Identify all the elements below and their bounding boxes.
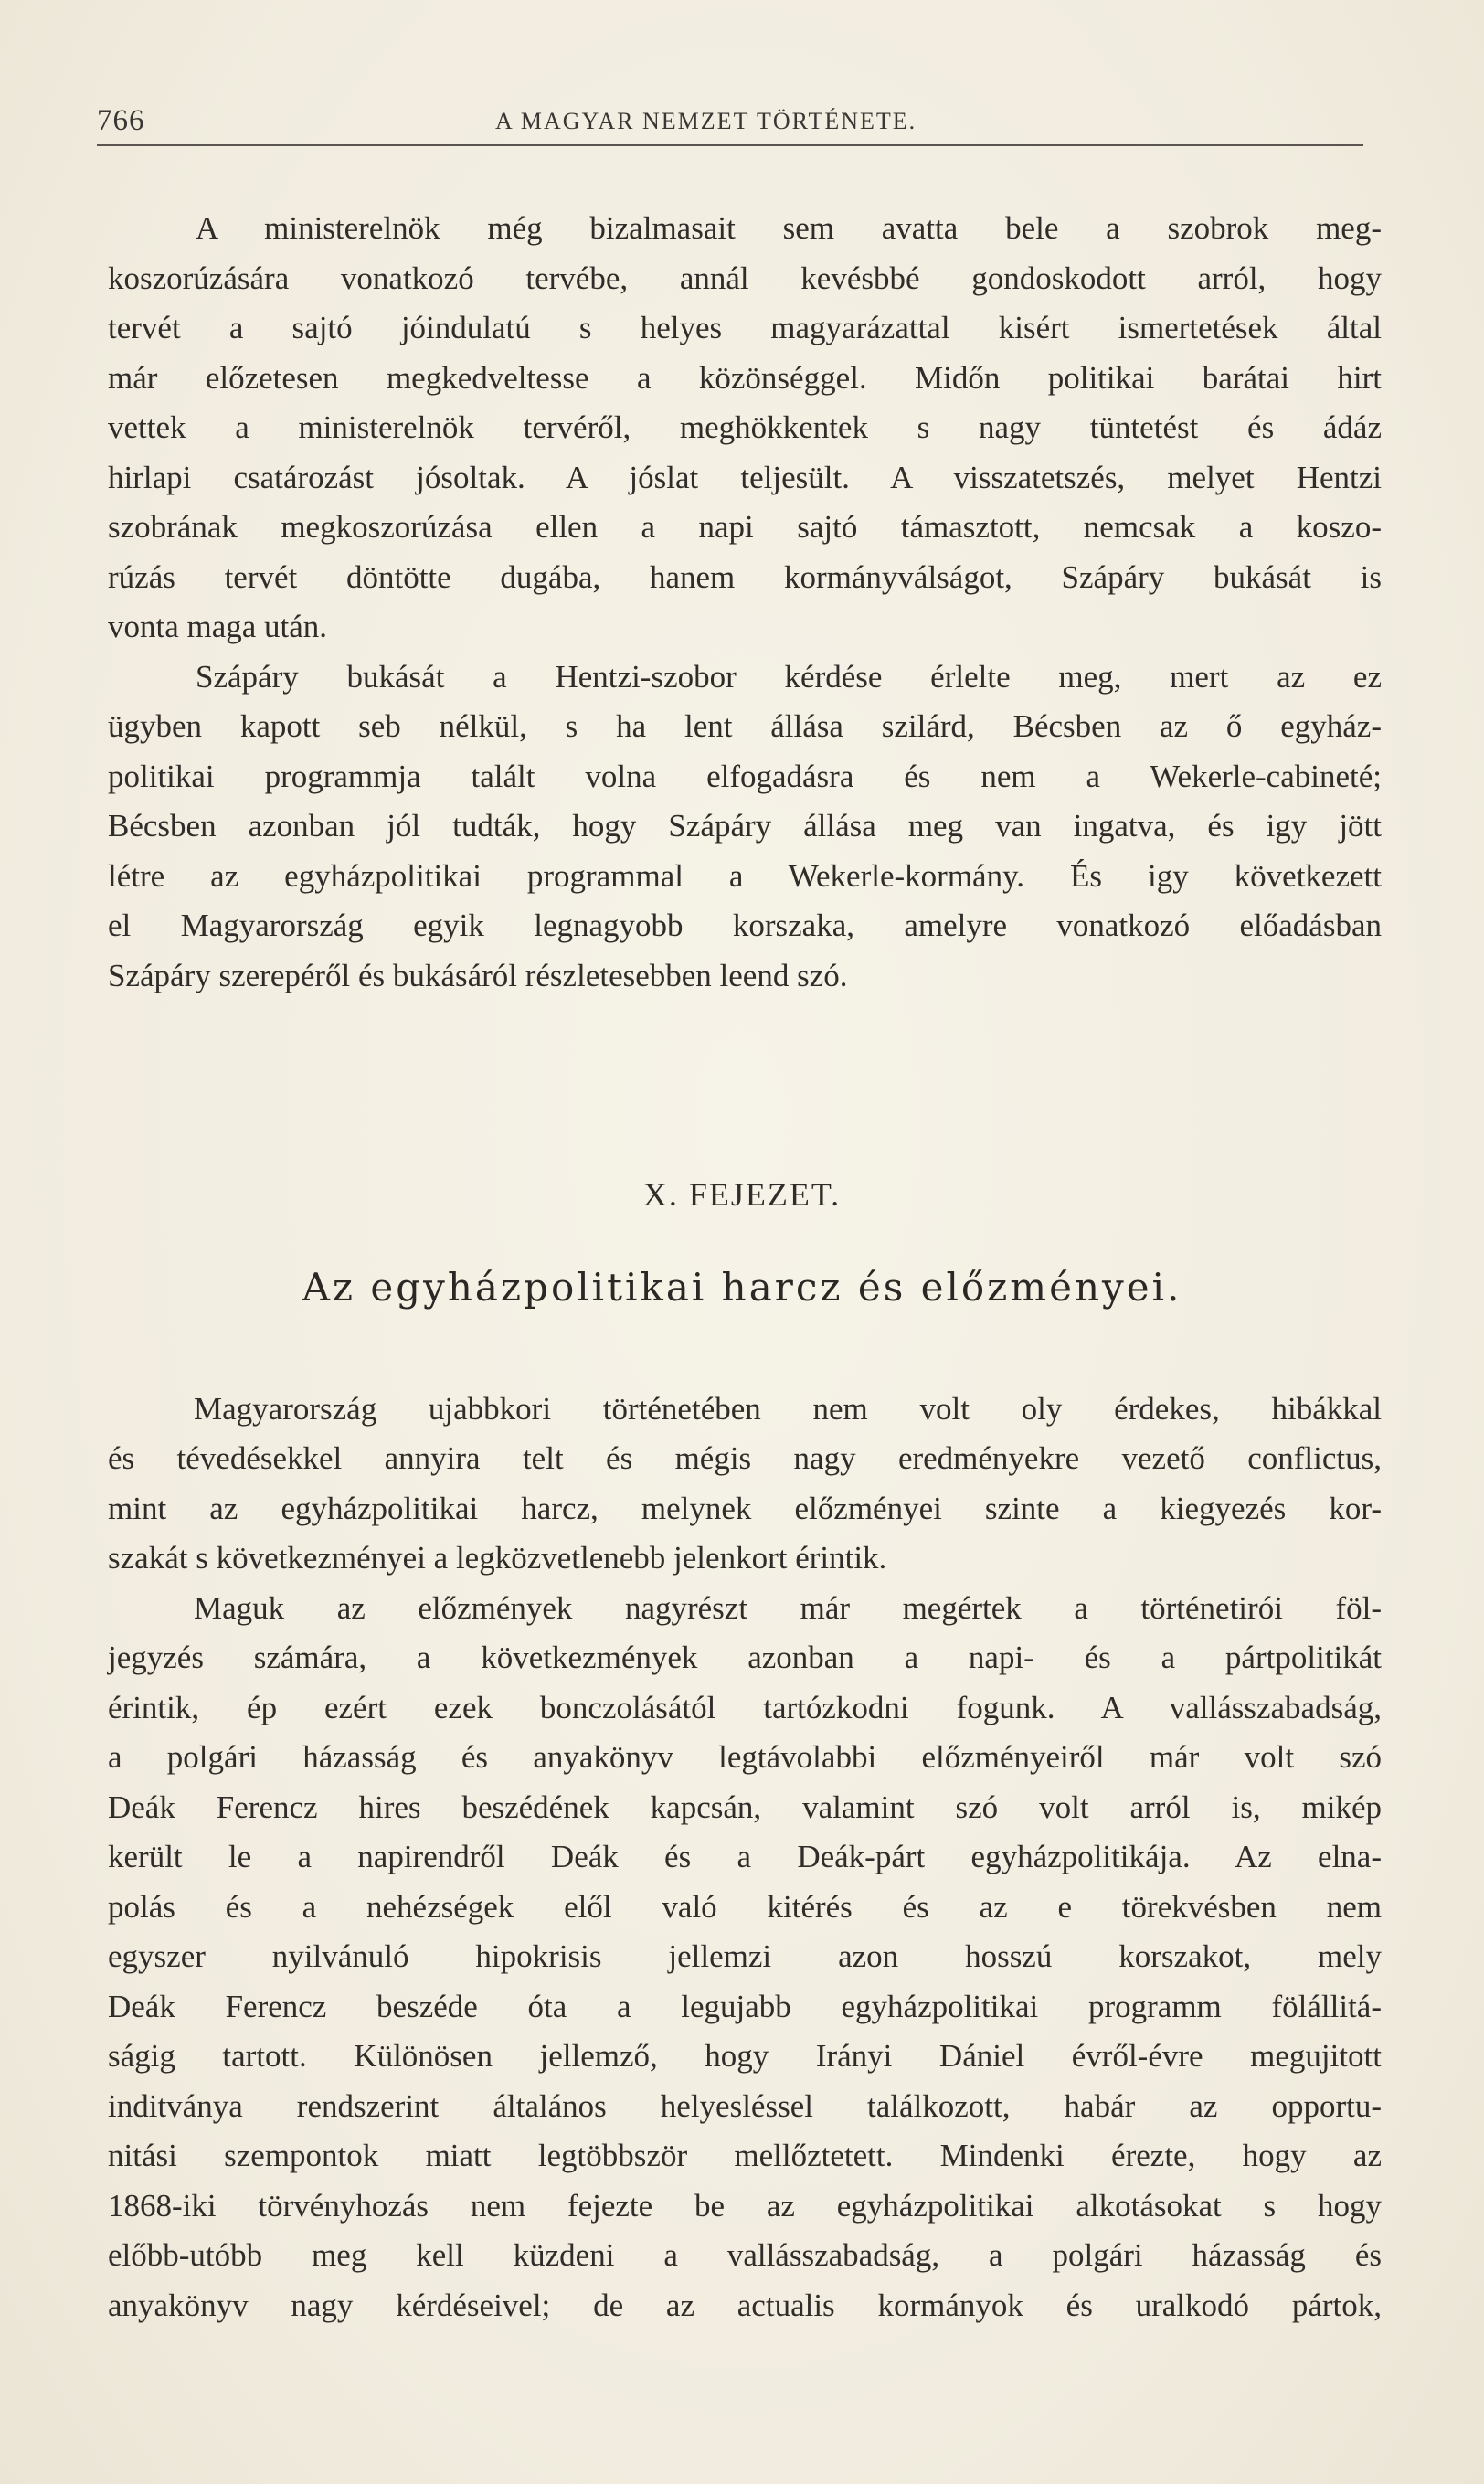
- text-line: polás és a nehézségek elől való kitérés és az e törekvésben nem: [108, 1889, 1382, 1925]
- text-line: Szápáry bukását a Hentzi-szobor kérdése érlelte meg, mert az ez: [196, 659, 1382, 695]
- page-number: 766: [97, 104, 145, 137]
- text-line: Deák Ferencz hires beszédének kapcsán, valamint szó volt arról is, mikép: [108, 1789, 1382, 1825]
- chapter-number: X. FEJEZET.: [642, 1176, 842, 1213]
- text-line: szakát s következményei a legközvetlenebb jelenkort érintik.: [108, 1540, 887, 1576]
- chapter-title: Az egyházpolitikai harcz és előzményei.: [302, 1265, 1182, 1310]
- text-line: egyszer nyilvánuló hipokrisis jellemzi azon hosszú korszakot, mely: [108, 1938, 1382, 1974]
- text-line: politikai programmja talált volna elfogadásra és nem a Wekerle-cabineté;: [108, 759, 1382, 794]
- text-line: szobrának megkoszorúzása ellen a napi sajtó támasztott, nemcsak a koszo-: [108, 509, 1382, 545]
- text-line: jegyzés számára, a következmények azonban a napi- és a pártpolitikát: [108, 1640, 1382, 1675]
- running-title: A MAGYAR NEMZET TÖRTÉNETE.: [495, 108, 917, 134]
- text-line: Deák Ferencz beszéde óta a legujabb egyházpolitikai programm fölállitá-: [108, 1989, 1382, 2024]
- text-line: koszorúzására vonatkozó tervébe, annál kevésbbé gondoskodott arról, hogy: [108, 260, 1382, 296]
- text-line: Maguk az előzmények nagyrészt már megértek a történetirói föl-: [194, 1590, 1382, 1626]
- text-line: ügyben kapott seb nélkül, s ha lent állása szilárd, Bécsben az ő egyház-: [108, 708, 1382, 744]
- text-line: A ministerelnök még bizalmasait sem avatta bele a szobrok meg-: [196, 210, 1382, 246]
- text-line: Bécsben azonban jól tudták, hogy Szápáry állása meg van ingatva, és igy jött: [108, 808, 1382, 844]
- text-line: vettek a ministerelnök tervéről, meghökkentek s nagy tüntetést és ádáz: [108, 409, 1382, 445]
- text-line: létre az egyházpolitikai programmal a Wekerle-kormány. És igy következett: [108, 858, 1382, 894]
- text-line: anyakönyv nagy kérdéseivel; de az actualis kormányok és uralkodó pártok,: [108, 2288, 1382, 2323]
- text-line: tervét a sajtó jóindulatú s helyes magyarázattal kisért ismertetések által: [108, 310, 1382, 345]
- text-line: mint az egyházpolitikai harcz, melynek előzményei szinte a kiegyezés kor-: [108, 1491, 1382, 1526]
- text-line: vonta maga után.: [108, 609, 328, 644]
- text-line: előbb-utóbb meg kell küzdeni a vallásszabadság, a polgári házasság és: [108, 2237, 1382, 2273]
- text-line: és tévedésekkel annyira telt és mégis nagy eredményekre vezető conflictus,: [108, 1440, 1382, 1476]
- text-line: került le a napirendről Deák és a Deák-párt egyházpolitikája. Az elna-: [108, 1839, 1382, 1874]
- text-line: inditványa rendszerint általános helyesléssel találkozott, habár az opportu-: [108, 2088, 1382, 2124]
- text-line: Szápáry szerepéről és bukásáról részletesebben leend szó.: [108, 958, 848, 993]
- page-header: [97, 102, 1363, 146]
- text-line: a polgári házasság és anyakönyv legtávolabbi előzményeiről már volt szó: [108, 1739, 1382, 1775]
- text-line: el Magyarország egyik legnagyobb korszaka, amelyre vonatkozó előadásban: [108, 908, 1382, 943]
- text-line: ságig tartott. Különösen jellemző, hogy Irányi Dániel évről-évre megujitott: [108, 2038, 1382, 2074]
- text-line: Magyarország ujabbkori történetében nem volt oly érdekes, hibákkal: [194, 1391, 1382, 1427]
- text-line: rúzás tervét döntötte dugába, hanem kormányválságot, Szápáry bukását is: [108, 559, 1382, 595]
- text-line: már előzetesen megkedveltesse a közönséggel. Midőn politikai barátai hirt: [108, 360, 1382, 396]
- text-line: hirlapi csatározást jósoltak. A jóslat teljesült. A visszatetszés, melyet Hentzi: [108, 460, 1382, 495]
- text-line: 1868-iki törvényhozás nem fejezte be az egyházpolitikai alkotásokat s hogy: [108, 2188, 1382, 2224]
- text-line: érintik, ép ezért ezek bonczolásától tartózkodni fogunk. A vallásszabadság,: [108, 1690, 1382, 1725]
- text-line: nitási szempontok miatt legtöbbször mellőztetett. Mindenki érezte, hogy az: [108, 2138, 1382, 2173]
